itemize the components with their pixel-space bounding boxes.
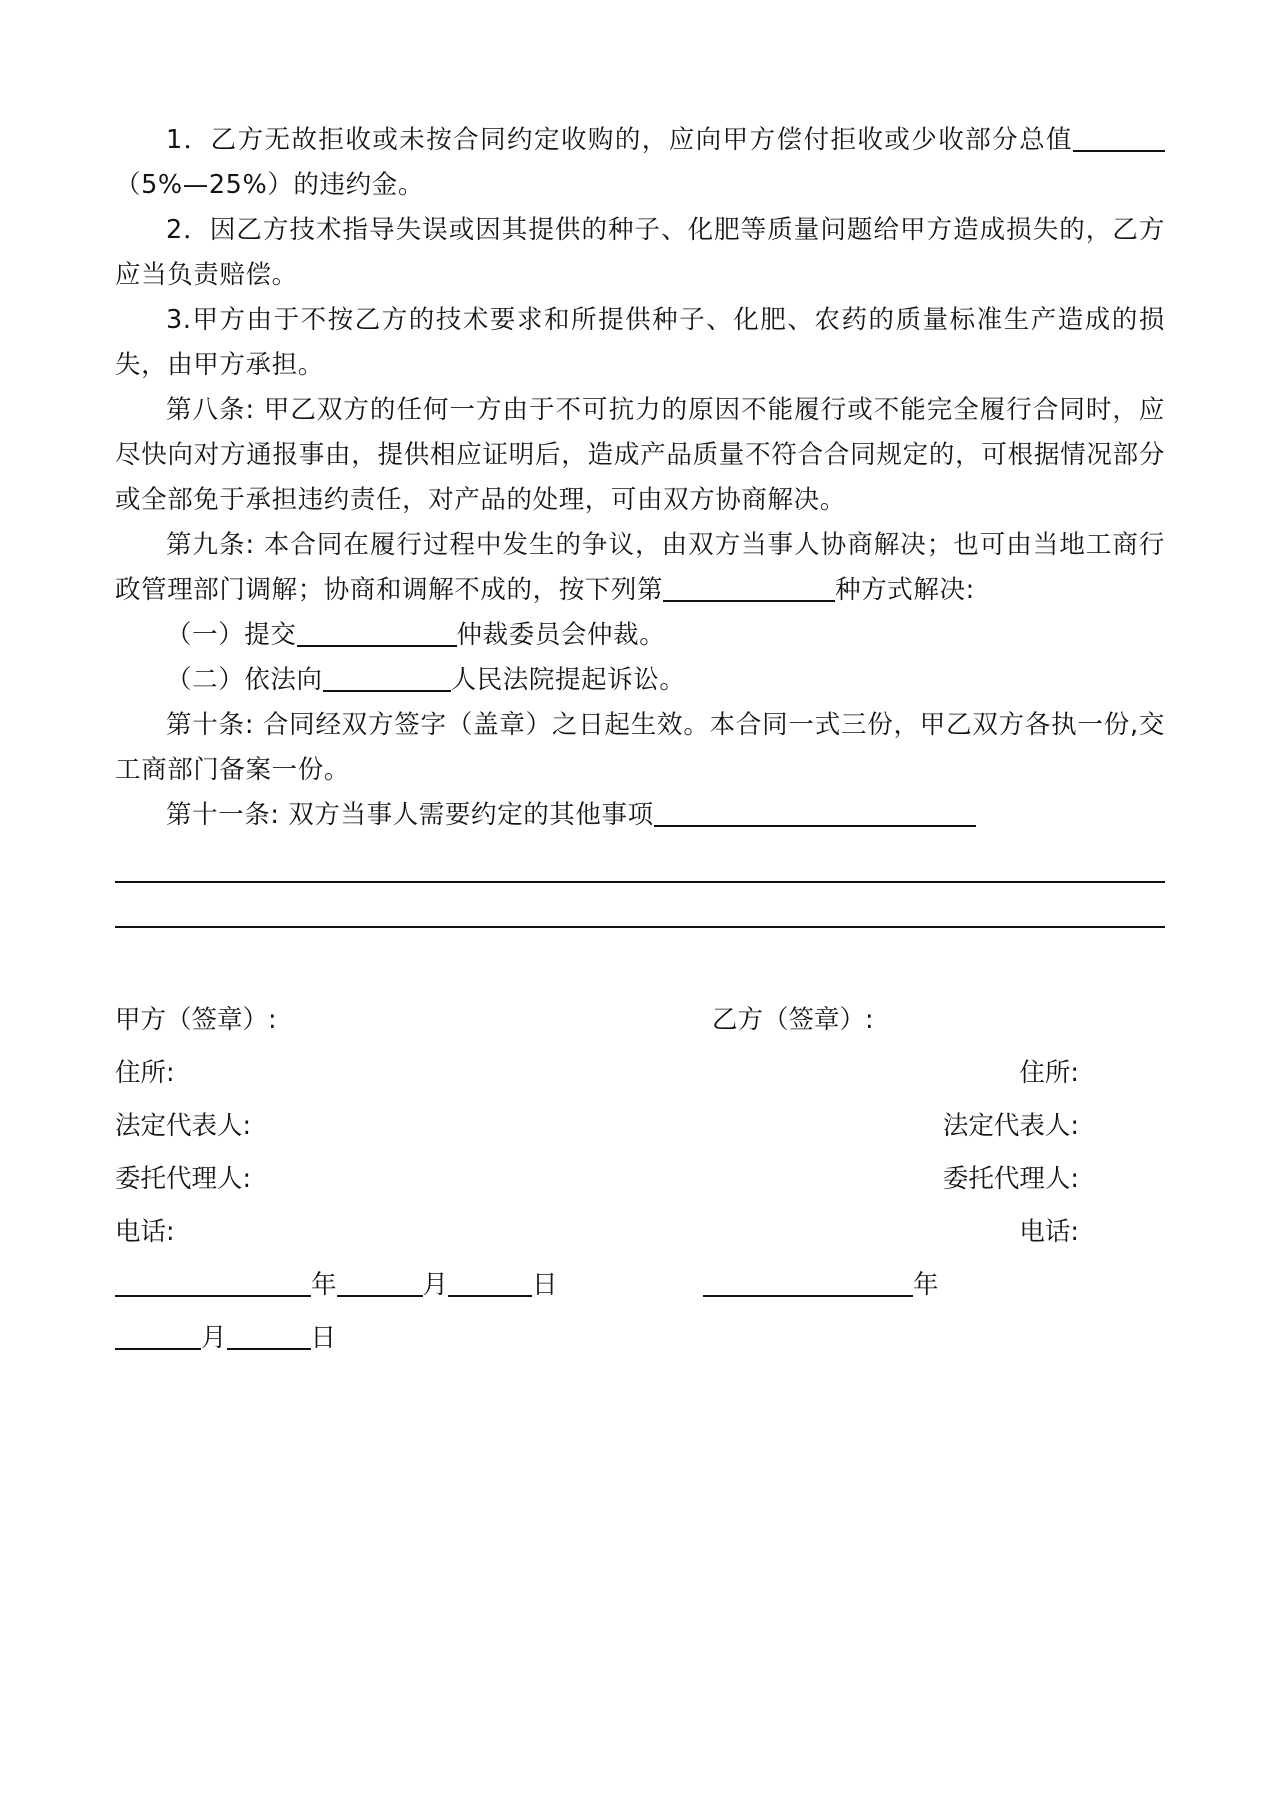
party-b-legal-rep-label: 法定代表人: [942,1111,1079,1141]
signature-row-address [115,1047,1165,1100]
party-b-date-month-blank[interactable] [115,1326,201,1350]
clause-item-3: 3.甲方由于不按乙方的技术要求和所提供种子、化肥、农药的质量标准生产造成的损失，由甲方承担。 [115,305,1165,380]
article-9-text-b: 种方式解决: [835,575,975,605]
dispute-option-1-text-b: 仲裁委员会仲裁。 [456,620,666,650]
party-b-date-continued [115,1312,1165,1365]
party-a-date-month-blank[interactable] [337,1273,423,1297]
signature-spacer [115,928,1165,994]
signature-row-titles [115,994,1165,1047]
party-a-legal-rep-label: 法定代表人: [115,1111,252,1141]
party-b-date-year-label: 年 [913,1270,939,1300]
dispute-option-1-blank[interactable] [297,623,457,647]
party-b-date [661,1259,1165,1312]
dispute-option-2-text-a: （二）依法向 [166,665,323,695]
party-a-date-day-blank[interactable] [448,1273,532,1297]
party-a-date-year-blank[interactable] [115,1273,311,1297]
party-a-date-year-label: 年 [311,1270,337,1300]
party-b-phone-label: 电话: [1019,1217,1079,1247]
clause-item-1-blank[interactable] [1073,128,1165,152]
party-b-date-month-label: 月 [201,1323,227,1353]
signature-row-date [115,1259,1165,1312]
dispute-option-2-text-b: 人民法院提起诉讼。 [450,665,686,695]
article-8: 第八条: 甲乙双方的任何一方由于不可抗力的原因不能履行或不能完全履行合同时，应尽快向对方通报事由，提供相应证明后，造成产品质量不符合合同规定的，可根据情况部分或全部免于承担违约责任，对产品的处理，可由双方协商解决。 [115,395,1165,515]
article-11-blank[interactable] [654,803,976,827]
signature-row-legal-rep [115,1100,1165,1153]
signature-block [115,994,1165,1365]
clause-item-2: 2．因乙方技术指导失误或因其提供的种子、化肥等质量问题给甲方造成损失的，乙方应当负责赔偿。 [115,215,1165,290]
rule-line [115,926,1165,928]
contract-body [115,118,1165,928]
party-a-address-label: 住所: [115,1058,175,1088]
party-b-date-year-blank[interactable] [703,1273,913,1297]
dispute-option-2-blank[interactable] [323,668,451,692]
signature-row-agent [115,1153,1165,1206]
dispute-option-2 [115,658,1165,703]
party-a-agent-label: 委托代理人: [115,1164,252,1194]
party-b-date-day-blank[interactable] [227,1326,311,1350]
party-a-date-month-label: 月 [422,1270,449,1300]
clause-item-1 [115,118,1165,208]
clause-item-1-text-b: （5%—25%）的违约金。 [115,170,424,200]
signature-row-phone [115,1206,1165,1259]
clause-item-1-text-a: 1．乙方无故拒收或未按合同约定收购的，应向甲方偿付拒收或少收部分总值 [166,125,1073,155]
party-b-agent-label: 委托代理人: [942,1164,1079,1194]
party-a-phone-label: 电话: [115,1217,175,1247]
article-10: 第十条: 合同经双方签字（盖章）之日起生效。本合同一式三份，甲乙双方各执一份,交工商部门备案一份。 [115,710,1165,785]
party-b-date-day-label: 日 [310,1323,337,1353]
party-a-title: 甲方（签章）: [115,1005,277,1035]
party-a-date [115,1259,661,1312]
other-matters-rule-2[interactable] [115,883,1165,928]
other-matters-rule-1[interactable] [115,838,1165,883]
article-11-text: 第十一条: 双方当事人需要约定的其他事项 [166,800,654,830]
party-b-address-label: 住所: [1019,1058,1079,1088]
article-9-text-a: 第九条: 本合同在履行过程中发生的争议，由双方当事人协商解决；也可由当地工商行政管理部门调解；协商和调解不成的，按下列第 [115,530,1165,605]
party-b-title: 乙方（签章）: [712,1005,874,1035]
article-9 [115,523,1165,613]
article-11 [115,793,1165,838]
rule-line [115,881,1165,883]
article-9-blank[interactable] [663,578,835,602]
dispute-option-1 [115,613,1165,658]
party-a-date-day-label: 日 [532,1270,558,1300]
dispute-option-1-text-a: （一）提交 [166,620,297,650]
